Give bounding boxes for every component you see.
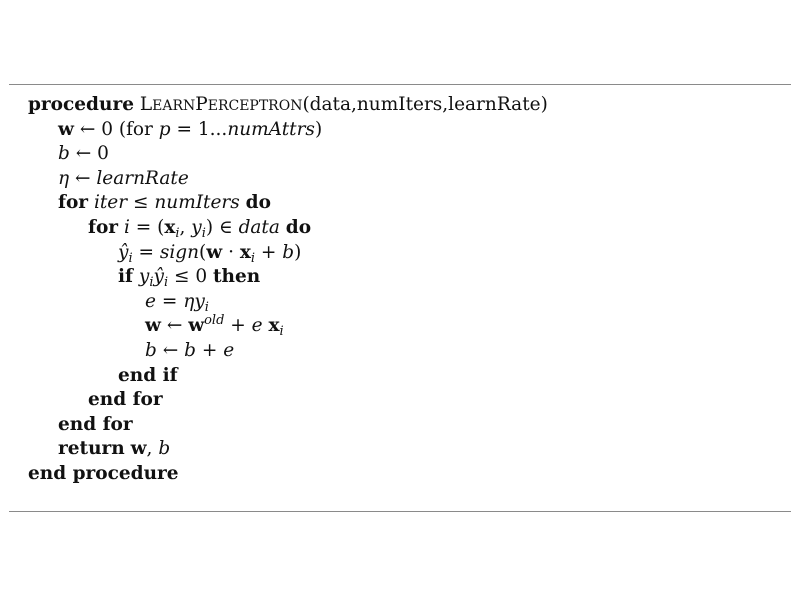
procedure-header	[28, 93, 548, 118]
line-b-update: b ← b + e	[145, 339, 235, 361]
algorithm-block	[28, 93, 548, 487]
line-w-update: w ← $w^{old} + e$ $x_i$	[145, 313, 284, 340]
line-return: return w, b	[58, 438, 171, 460]
line-for-iter: for iter ≤ numIters do	[58, 192, 271, 214]
procedure-params: (data,numIters,learnRate)	[302, 94, 548, 115]
line-end-for-inner: end for	[88, 389, 163, 411]
line-predict: $ŷ_i$ = sign(w · $x_i + b$)	[118, 241, 302, 266]
line-eta-init: η ← learnRate	[58, 167, 189, 189]
line-end-if: end if	[118, 364, 178, 386]
line-end-procedure: end procedure	[28, 462, 179, 484]
line-for-i: for $i = (x_i$, $y_i$) ∈ data do	[88, 216, 312, 241]
line-b-init: b ← 0	[58, 143, 109, 165]
line-w-init: w ← 0 (for p = 1...numAttrs)	[58, 118, 323, 140]
line-if: if $y_iŷ_i \le 0$ then	[118, 266, 261, 291]
top-rule	[9, 84, 791, 85]
bottom-rule	[9, 511, 791, 512]
line-e-update: $e = \eta y_i$	[145, 290, 209, 315]
line-end-for-outer: end for	[58, 413, 133, 435]
procedure-name: LEARNPERCEPTRON	[139, 94, 303, 115]
procedure-keyword: procedure	[28, 94, 134, 115]
